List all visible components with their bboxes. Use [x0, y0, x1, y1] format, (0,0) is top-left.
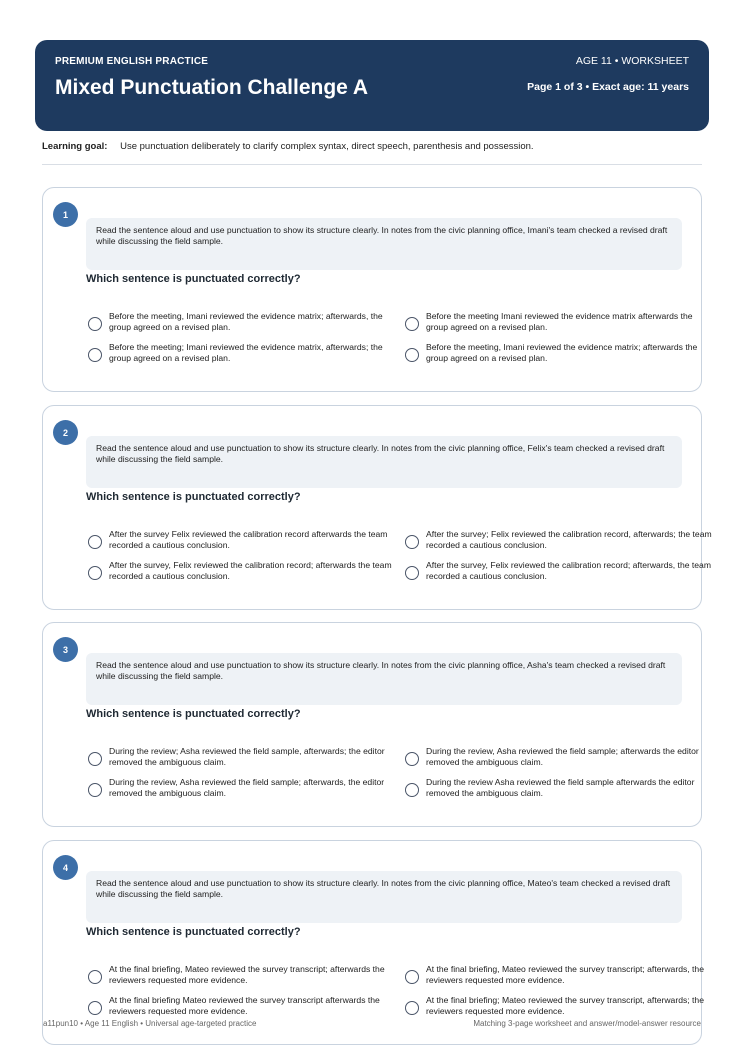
divider [42, 164, 702, 165]
page-info: Page 1 of 3 • Exact age: 11 years [527, 81, 689, 93]
answer-option[interactable] [88, 529, 388, 555]
answer-option[interactable] [405, 560, 711, 586]
answer-option[interactable] [405, 311, 695, 337]
question-prompt: Read the sentence aloud and use punctuation to show its structure clearly. In notes from the civic planning office, Imani's team checked a revised draft while discussing the field sample. [86, 218, 682, 270]
question-number-badge: 4 [53, 855, 78, 880]
answer-option-text: Before the meeting Imani reviewed the evidence matrix afterwards the group agreed on a revised plan. [426, 311, 693, 332]
question-prompt: Read the sentence aloud and use punctuation to show its structure clearly. In notes from the civic planning office, Asha's team checked a revised draft while discussing the field sample. [86, 653, 682, 705]
radio-button[interactable] [405, 1001, 419, 1015]
learning-goal-label: Learning goal: [42, 141, 108, 152]
answer-option-text: During the review Asha reviewed the field sample afterwards the editor removed the ambiguous claim. [426, 777, 695, 798]
answer-option[interactable] [88, 995, 378, 1021]
question-text: Which sentence is punctuated correctly? [86, 708, 301, 720]
radio-button[interactable] [88, 783, 102, 797]
learning-goal [42, 141, 534, 152]
learning-goal-text: Use punctuation deliberately to clarify complex syntax, direct speech, parenthesis and possession. [120, 141, 534, 152]
footer-note: Matching 3-page worksheet and answer/model-answer resource [473, 1019, 701, 1028]
answer-option[interactable] [405, 964, 704, 990]
radio-button[interactable] [88, 970, 102, 984]
answer-option[interactable] [405, 529, 712, 555]
brand-label: PREMIUM ENGLISH PRACTICE [55, 56, 209, 67]
question-prompt: Read the sentence aloud and use punctuation to show its structure clearly. In notes from the civic planning office, Felix's team checked a revised draft while discussing the field sample. [86, 436, 682, 488]
answer-option-text: At the final briefing, Mateo reviewed the survey transcript; afterwards the reviewers requested more evidence. [109, 964, 385, 985]
answer-option[interactable] [405, 995, 704, 1021]
answer-option[interactable] [405, 746, 699, 772]
question-card [42, 405, 712, 610]
answer-option-text: During the review; Asha reviewed the field sample, afterwards; the editor removed the ambiguous claim. [109, 746, 385, 767]
answer-option-text: During the review, Asha reviewed the field sample; afterwards the editor removed the ambiguous claim. [426, 746, 699, 767]
question-number-badge: 2 [53, 420, 78, 445]
answer-option-text: Before the meeting, Imani reviewed the evidence matrix; afterwards the group agreed on a revised plan. [426, 342, 698, 363]
radio-button[interactable] [88, 752, 102, 766]
worksheet-header [35, 40, 709, 131]
question-card [42, 622, 702, 827]
radio-button[interactable] [405, 317, 419, 331]
radio-button[interactable] [405, 535, 419, 549]
answer-option[interactable] [405, 342, 698, 368]
radio-button[interactable] [88, 535, 102, 549]
answer-option-text: After the survey, Felix reviewed the calibration record; afterwards, the team recorded a cautious conclusion. [426, 560, 711, 581]
question-text: Which sentence is punctuated correctly? [86, 926, 301, 938]
answer-option[interactable] [88, 777, 385, 803]
radio-button[interactable] [88, 348, 102, 362]
question-number-badge: 1 [53, 202, 78, 227]
question-card [42, 840, 702, 1045]
answer-option[interactable] [88, 560, 392, 586]
radio-button[interactable] [405, 348, 419, 362]
answer-option-text: Before the meeting; Imani reviewed the evidence matrix, afterwards; the group agreed on a revised plan. [109, 342, 383, 363]
age-worksheet-label: AGE 11 • WORKSHEET [575, 55, 689, 67]
answer-option[interactable] [405, 777, 695, 803]
answer-option-text: At the final briefing Mateo reviewed the survey transcript afterwards the reviewers requested more evidence. [109, 995, 380, 1016]
radio-button[interactable] [88, 566, 102, 580]
answer-option-text: After the survey; Felix reviewed the calibration record, afterwards; the team recorded a cautious conclusion. [426, 529, 712, 550]
answer-option[interactable] [88, 964, 385, 990]
question-card [42, 187, 702, 392]
footer-code: a11pun10 • Age 11 English • Universal age-targeted practice [43, 1019, 257, 1028]
answer-option-text: After the survey Felix reviewed the calibration record afterwards the team recorded a cautious conclusion. [109, 529, 388, 550]
answer-option-text: Before the meeting, Imani reviewed the evidence matrix; afterwards, the group agreed on a revised plan. [109, 311, 383, 332]
answer-option-text: At the final briefing, Mateo reviewed the survey transcript; afterwards, the reviewers requested more evidence. [426, 964, 704, 985]
radio-button[interactable] [405, 970, 419, 984]
question-text: Which sentence is punctuated correctly? [86, 273, 301, 285]
answer-option-text: At the final briefing; Mateo reviewed the survey transcript, afterwards; the reviewers requested more evidence. [426, 995, 704, 1016]
answer-option-text: After the survey, Felix reviewed the calibration record; afterwards the team recorded a cautious conclusion. [109, 560, 392, 581]
answer-option[interactable] [88, 311, 383, 337]
radio-button[interactable] [88, 317, 102, 331]
answer-option-text: During the review, Asha reviewed the field sample; afterwards, the editor removed the ambiguous claim. [109, 777, 385, 798]
answer-option[interactable] [88, 746, 385, 772]
radio-button[interactable] [405, 783, 419, 797]
radio-button[interactable] [88, 1001, 102, 1015]
question-text: Which sentence is punctuated correctly? [86, 491, 301, 503]
radio-button[interactable] [405, 566, 419, 580]
answer-option[interactable] [88, 342, 383, 368]
question-prompt: Read the sentence aloud and use punctuation to show its structure clearly. In notes from the civic planning office, Mateo's team checked a revised draft while discussing the field sample. [86, 871, 682, 923]
question-number-badge: 3 [53, 637, 78, 662]
worksheet-title: Mixed Punctuation Challenge A [55, 76, 369, 99]
radio-button[interactable] [405, 752, 419, 766]
